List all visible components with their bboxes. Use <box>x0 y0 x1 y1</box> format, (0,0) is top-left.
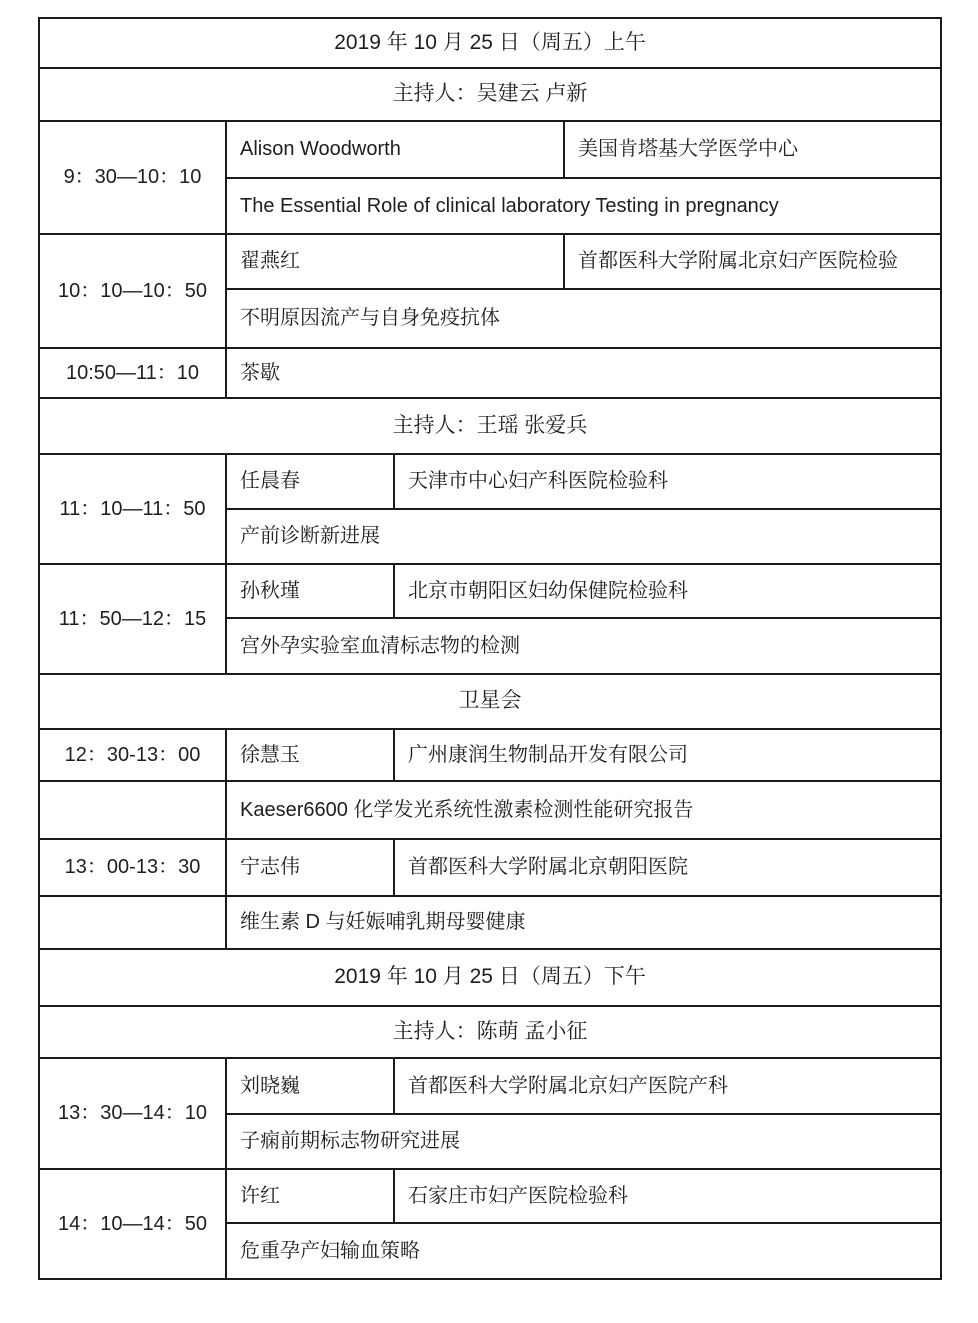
empty-time-cell-satellite1 <box>39 781 226 839</box>
topic-cell-satellite1: Kaeser6600 化学发光系统性激素检测性能研究报告 <box>226 781 941 839</box>
time-cell-satellite1: 12：30-13：00 <box>39 729 226 781</box>
time-cell-talk2: 10：10—10：50 <box>39 234 226 348</box>
affiliation-cell-satellite1: 广州康润生物制品开发有限公司 <box>394 729 941 781</box>
topic-cell-talk1: The Essential Role of clinical laboratory Testing in pregnancy <box>226 178 941 234</box>
hosts-row-1: 主持人：吴建云 卢新 <box>39 68 941 121</box>
topic-cell-talk2: 不明原因流产与自身免疫抗体 <box>226 289 941 348</box>
affiliation-cell-talk4: 北京市朝阳区妇幼保健院检验科 <box>394 564 941 618</box>
speaker-cell-talk3: 任晨春 <box>226 454 394 509</box>
speaker-cell-talk1: Alison Woodworth <box>226 121 564 178</box>
session-header-pm: 2019 年 10 月 25 日（周五）下午 <box>39 949 941 1006</box>
time-cell-talk1: 9：30—10：10 <box>39 121 226 234</box>
speaker-cell-pm-talk2: 许红 <box>226 1169 394 1223</box>
time-cell-pm-talk2: 14：10—14：50 <box>39 1169 226 1279</box>
affiliation-cell-talk3: 天津市中心妇产科医院检验科 <box>394 454 941 509</box>
topic-cell-satellite2: 维生素 D 与妊娠哺乳期母婴健康 <box>226 896 941 949</box>
affiliation-cell-pm-talk2: 石家庄市妇产医院检验科 <box>394 1169 941 1223</box>
time-cell-pm-talk1: 13：30—14：10 <box>39 1058 226 1169</box>
affiliation-cell-talk1: 美国肯塔基大学医学中心 <box>564 121 941 178</box>
time-cell-tea-break: 10:50—11：10 <box>39 348 226 398</box>
hosts-row-2: 主持人：王瑶 张爱兵 <box>39 398 941 454</box>
speaker-cell-talk4: 孙秋瑾 <box>226 564 394 618</box>
time-cell-talk4: 11：50—12：15 <box>39 564 226 674</box>
satellite-session-header: 卫星会 <box>39 674 941 729</box>
topic-cell-pm-talk1: 子痫前期标志物研究进展 <box>226 1114 941 1169</box>
speaker-cell-talk2: 翟燕红 <box>226 234 564 289</box>
topic-cell-talk4: 宫外孕实验室血清标志物的检测 <box>226 618 941 674</box>
session-header-am: 2019 年 10 月 25 日（周五）上午 <box>39 18 941 68</box>
speaker-cell-pm-talk1: 刘晓巍 <box>226 1058 394 1114</box>
speaker-cell-satellite2: 宁志伟 <box>226 839 394 896</box>
tea-break-label: 茶歇 <box>226 348 941 398</box>
time-cell-satellite2: 13：00-13：30 <box>39 839 226 896</box>
topic-cell-pm-talk2: 危重孕产妇输血策略 <box>226 1223 941 1279</box>
empty-time-cell-satellite2 <box>39 896 226 949</box>
affiliation-cell-talk2: 首都医科大学附属北京妇产医院检验 <box>564 234 941 289</box>
affiliation-cell-pm-talk1: 首都医科大学附属北京妇产医院产科 <box>394 1058 941 1114</box>
topic-cell-talk3: 产前诊断新进展 <box>226 509 941 564</box>
affiliation-cell-satellite2: 首都医科大学附属北京朝阳医院 <box>394 839 941 896</box>
schedule-table <box>38 17 942 1280</box>
schedule-sheet <box>38 17 942 1280</box>
speaker-cell-satellite1: 徐慧玉 <box>226 729 394 781</box>
hosts-row-3: 主持人：陈萌 孟小征 <box>39 1006 941 1058</box>
time-cell-talk3: 11：10—11：50 <box>39 454 226 564</box>
